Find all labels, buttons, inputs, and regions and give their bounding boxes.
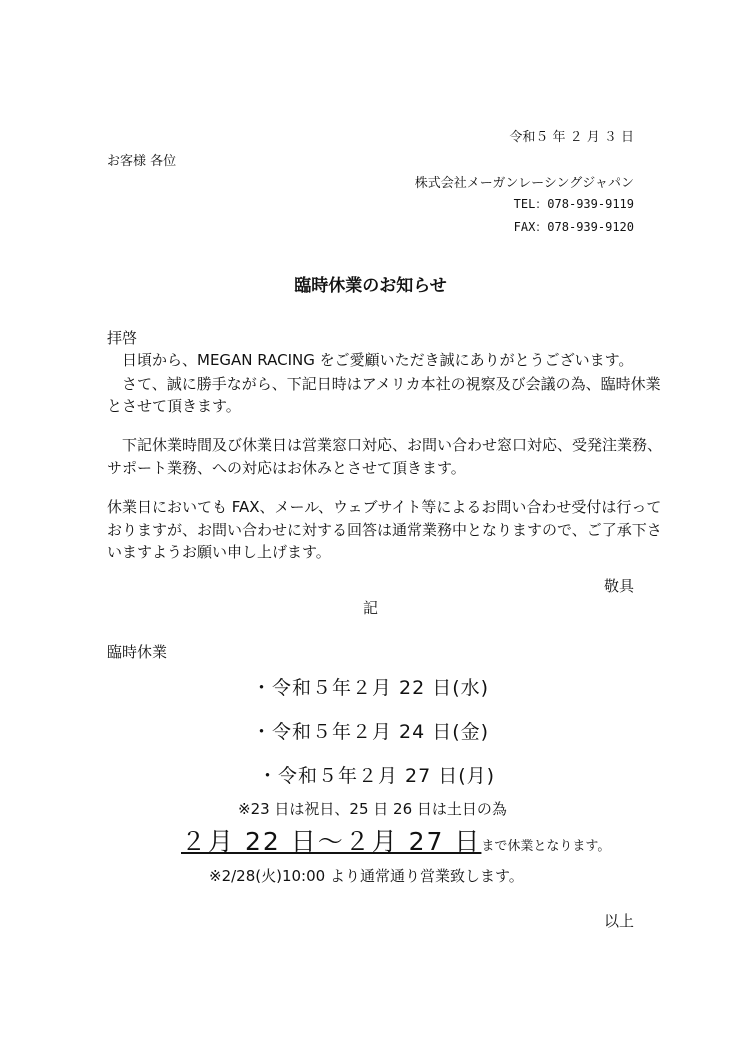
paragraph-1-line-3: とさせて頂きます。	[107, 397, 241, 415]
closure-range	[181, 822, 610, 858]
paragraph-3-line-3: いますようお願い申し上げます。	[107, 543, 331, 561]
closure-heading: 臨時休業	[107, 643, 168, 661]
closure-date-2: ・令和５年２月 24 日(金)	[251, 721, 490, 743]
addressee: お客様 各位	[107, 154, 177, 169]
closure-range-dates: ２月 22 日～２月 27 日	[181, 827, 482, 856]
notice-title: 臨時休業のお知らせ	[294, 276, 447, 296]
paragraph-3-line-1: 休業日においても FAX、メール、ウェブサイト等によるお問い合わせ受付は行って	[107, 498, 662, 516]
paragraph-2-line-2: サポート業務、への対応はお休みとさせて頂きます。	[107, 459, 466, 477]
company-tel: TEL：078-939-9119	[513, 197, 634, 211]
paragraph-1-line-2: さて、誠に勝手ながら、下記日時はアメリカ本社の視察及び会議の為、臨時休業	[122, 375, 661, 393]
paragraph-3-line-2: おりますが、お問い合わせに対する回答は通常業務中となりますので、ご了承下さ	[107, 521, 662, 539]
greeting: 拝啓	[107, 329, 138, 347]
holiday-note: ※23 日は祝日、25 日 26 日は土日の為	[238, 800, 507, 818]
closure-range-suffix: まで休業となります。	[481, 839, 611, 854]
end-ijou: 以上	[603, 912, 634, 930]
company-fax: FAX：078-939-9120	[513, 220, 634, 234]
date-line: 令和５ 年 ２ 月 ３ 日	[509, 130, 634, 145]
ki-mark: 記	[363, 599, 379, 617]
company-name: 株式会社メーガンレーシングジャパン	[414, 176, 634, 191]
closure-date-1: ・令和５年２月 22 日(水)	[251, 677, 490, 699]
paragraph-2-line-1: 下記休業時間及び休業日は営業窓口対応、お問い合わせ窓口対応、受発注業務、	[122, 436, 663, 454]
paragraph-1-line-1: 日頃から、MEGAN RACING をご愛顧いただき誠にありがとうございます。	[122, 351, 634, 369]
reopen-note: ※2/28(火)10:00 より通常通り営業致します。	[209, 867, 524, 885]
closing-keigu: 敬具	[603, 577, 634, 595]
closure-date-3: ・令和５年２月 27 日(月)	[257, 765, 496, 787]
